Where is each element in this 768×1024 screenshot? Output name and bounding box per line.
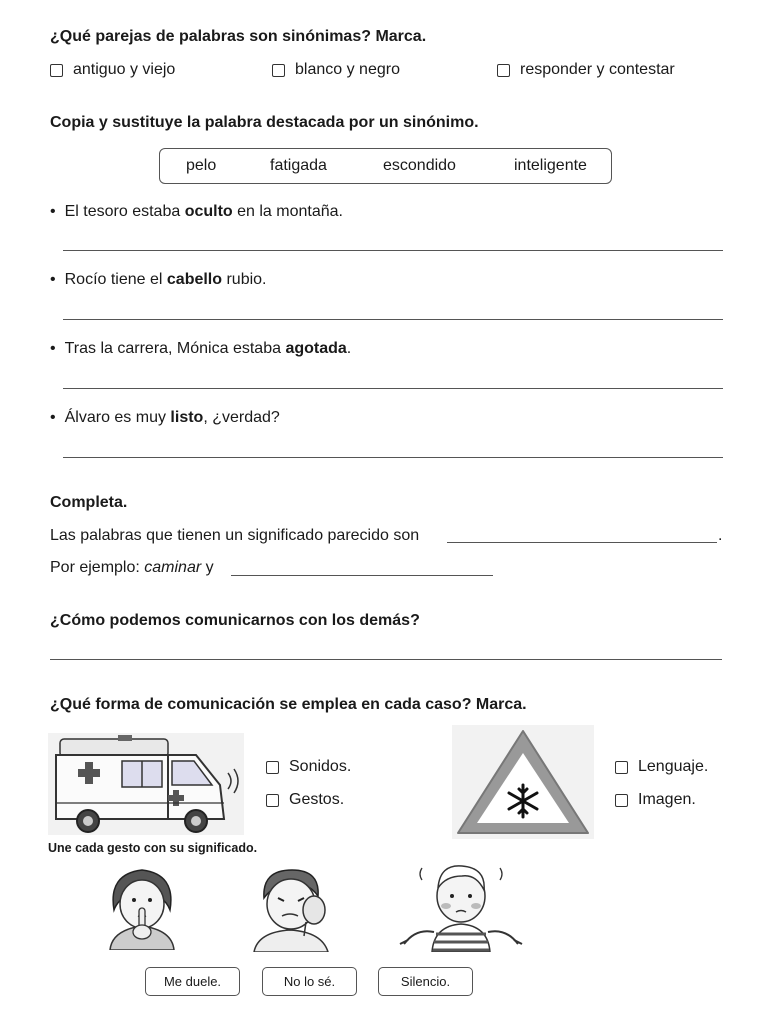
bullet: • — [50, 409, 56, 426]
sentence-4: • Álvaro es muy listo, ¿verdad? — [50, 409, 280, 426]
q4-heading: ¿Cómo podemos comunicarnos con los demás? — [50, 612, 420, 629]
option-responder-contestar[interactable] — [497, 61, 675, 79]
option-label: antiguo y viejo — [73, 61, 176, 78]
word-bank-item: escondido — [383, 157, 456, 174]
option-gestos[interactable] — [266, 791, 344, 809]
completa-line-1: Las palabras que tienen un significado parecido son — [50, 527, 420, 544]
option-label: blanco y negro — [295, 61, 400, 78]
sentence-2: • Rocío tiene el cabello rubio. — [50, 271, 267, 288]
checkbox[interactable] — [50, 64, 63, 77]
q2-heading: Copia y sustituye la palabra destacada por un sinónimo. — [50, 114, 479, 131]
option-sonidos[interactable] — [266, 758, 351, 776]
warning-sign-image — [452, 725, 594, 839]
bullet: • — [50, 340, 56, 357]
word-bank — [159, 148, 612, 184]
option-label: Gestos. — [289, 791, 345, 808]
answer-line-3[interactable] — [63, 388, 723, 389]
checkbox[interactable] — [266, 794, 279, 807]
gesture-image-shrug — [396, 860, 526, 952]
checkbox[interactable] — [615, 761, 628, 774]
gesture-image-pain — [248, 864, 338, 952]
checkbox[interactable] — [266, 761, 279, 774]
answer-line-5[interactable] — [50, 659, 722, 660]
option-antiguo-viejo[interactable] — [50, 61, 175, 79]
snowflake-warning-icon — [452, 725, 594, 839]
word-bank-item: inteligente — [514, 157, 587, 174]
q6-heading: Une cada gesto con su significado. — [48, 841, 258, 855]
word-bank-item: pelo — [186, 157, 217, 174]
pain-gesture-icon — [248, 864, 338, 952]
completa-line-2: Por ejemplo: caminar y — [50, 559, 214, 576]
ambulance-image — [48, 733, 244, 835]
gesture-image-silence — [100, 864, 184, 950]
meaning-label-silencio[interactable]: Silencio. — [378, 967, 473, 996]
option-lenguaje[interactable] — [615, 758, 708, 776]
shrug-gesture-icon — [396, 860, 526, 952]
fill-blank-1[interactable] — [447, 542, 717, 543]
answer-line-4[interactable] — [63, 457, 723, 458]
q1-heading: ¿Qué parejas de palabras son sinónimas? Marca. — [50, 28, 427, 45]
checkbox[interactable] — [497, 64, 510, 77]
ambulance-icon — [48, 733, 244, 835]
option-imagen[interactable] — [615, 791, 696, 809]
q3-heading: Completa. — [50, 494, 128, 511]
meaning-label-me-duele[interactable]: Me duele. — [145, 967, 240, 996]
checkbox[interactable] — [615, 794, 628, 807]
period: . — [718, 527, 723, 544]
option-blanco-negro[interactable] — [272, 61, 400, 79]
checkbox[interactable] — [272, 64, 285, 77]
silence-gesture-icon — [100, 864, 184, 950]
bullet: • — [50, 271, 56, 288]
q5-heading: ¿Qué forma de comunicación se emplea en cada caso? Marca. — [50, 696, 527, 713]
sentence-1: • El tesoro estaba oculto en la montaña. — [50, 203, 343, 220]
option-label: responder y contestar — [520, 61, 675, 78]
fill-blank-2[interactable] — [231, 575, 493, 576]
answer-line-2[interactable] — [63, 319, 723, 320]
meaning-label-no-lo-se[interactable]: No lo sé. — [262, 967, 357, 996]
option-label: Lenguaje. — [638, 758, 709, 775]
option-label: Sonidos. — [289, 758, 352, 775]
sentence-3: • Tras la carrera, Mónica estaba agotada. — [50, 340, 352, 357]
word-bank-item: fatigada — [270, 157, 327, 174]
bullet: • — [50, 203, 56, 220]
answer-line-1[interactable] — [63, 250, 723, 251]
option-label: Imagen. — [638, 791, 696, 808]
